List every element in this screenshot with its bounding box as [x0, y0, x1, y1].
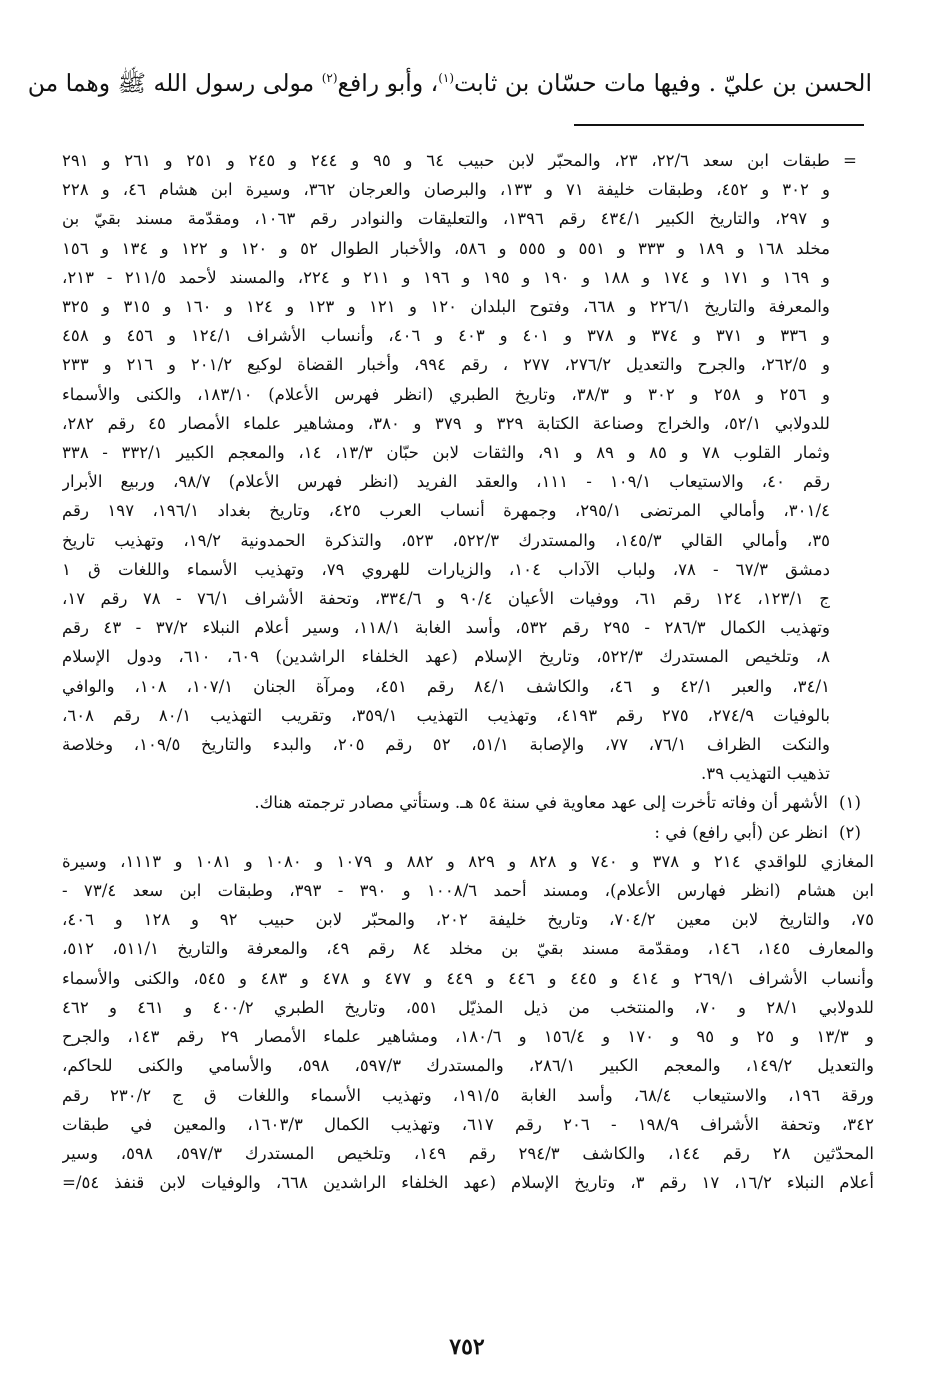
- text-line: ج ١٢٣/١، ١٢٤ رقم ٦١، ووفيات الأعيان ٩٠/٤ و ٣٣٤/٦، وتحفة الأشراف ٧٦/١ - ٧٨ رقم ١٧،: [62, 589, 830, 609]
- text-line: تذهيب التهذيب ٣٩.: [701, 764, 830, 784]
- text-line: الأشهر أن وفاته تأخرت إلى عهد معاوية في سنة ٥٤ هـ. وستأتي مصادر ترجمته هناك.: [254, 793, 828, 813]
- text-line: طبقات ابن سعد ٢٢/٦، ٢٣، والمحبّر لابن حبيب ٦٤ و ٩٥ و ٢٤٤ و ٢٤٥ و ٢٥١ و ٢٦١ و ٢٩١: [62, 151, 830, 170]
- text-line: ورقة ١٩٦، والاستيعاب ٦٨/٤، وأسد الغابة ١٩١/٥، وتهذيب الأسماء واللغات ق ج ٢٣٠/٢ رقم: [62, 1085, 874, 1105]
- text-line: المغازي للواقدي ٢١٤ و ٣٧٨ و ٧٤٠ و ٨٢٨ و ٨٢٩ و ٨٨٢ و ١٠٧٩ و ١٠٨٠ و ١٠٨١ و ١١١٣، وسيرة: [62, 851, 874, 871]
- footnote-continuation: [62, 146, 872, 788]
- text-line: و ٢٥٦ و ٢٥٨ و ٣٠٢ و ٣٨/٣، وتاريخ الطبري (انظر فهرس الأعلام) ١٨٣/١٠، والكنى والأسماء: [62, 384, 830, 404]
- text-line: و ٣٠٢ و ٤٥٢، وطبقات خليفة ٧١ و ١٣٣، والبرصان والعرجان ٣٦٢، وسيرة ابن هشام ٤٦، و ٢٢٨: [62, 180, 830, 200]
- text-line: مخلد ١٦٨ و ١٨٩ و ٣٣٣ و ٥٥١ و ٥٥٥ و ٥٨٦، والأخبار الطوال ٥٢ و ١٢٠ و ١٢٢ و ١٣٤ و ١٥٦: [62, 238, 830, 258]
- text-line: دمشق ٦٧/٣ - ٧٨، ولباب الآداب ١٠٤، والزيارات للهروي ٧٩، وتهذيب الأسماء واللغات ق ١: [62, 559, 830, 579]
- text-line: وأنساب الأشراف ٢٦٩/١ و ٤١٤ و ٤٤٥ و ٤٤٦ و ٤٤٩ و ٤٧٧ و ٤٧٨ و ٤٨٣ و ٥٤٥، والكنى والأسماء: [62, 968, 874, 988]
- main-text-part-1: الحسن بن عليّ . وفيها مات حسّان بن ثابت: [454, 68, 872, 97]
- text-line: والتعديل ١٤٩/٢، والمعجم الكبير ٢٨٦/١، والمستدرك ٥٩٧/٣، ٥٩٨، والأسامي والكنى للحاكم،: [62, 1056, 874, 1076]
- footnote-2-marker: (٢): [839, 822, 861, 842]
- text-line: للدولابي ٥٢/١، والخراج وصناعة الكتابة ٣٢٩ و ٣٧٩ و ٣٨٠، ومشاهير علماء الأمصار ٤٥ رقم ٢٨٢،: [62, 413, 830, 433]
- text-line: و ٢٦٢/٥، والجرح والتعديل ٢٧٦/٢، ٢٧٧ ، رقم ٩٩٤، وأخبار القضاة لوكيع ٢٠١/٢ و ٢١٦ و ٢٣٣: [62, 355, 830, 375]
- text-line: وتهذيب الكمال ٢٨٦/٣ - ٢٩٥ رقم ٥٣٢، وأسد الغابة ١١٨/١، وسير أعلام النبلاء ٣٧/٢ - ٤٣ رقم: [62, 618, 830, 638]
- text-line: رقم ٤٠، والاستيعاب ١٠٩/١ - ١١١، والعقد الفريد (انظر فهرس الأعلام) ٩٨/٧، وربيع الأبرار: [62, 472, 830, 492]
- footnote-1-text: [62, 788, 828, 817]
- continuation-marker: =: [843, 151, 857, 170]
- text-line: للدولابي ٢٨/١ و ٧٠، والمنتخب من ذيل المذيّل ٥٥١، وتاريخ الطبري ٤٠٠/٢ و ٤٦١ و ٤٦٢: [62, 997, 874, 1017]
- text-line: المحدّثين ٢٨ رقم ١٤٤، والكاشف ٢٩٤/٣ رقم ١٤٩، وتلخيص المستدرك ٥٩٧/٣، ٥٩٨، وسير: [62, 1143, 874, 1163]
- footnote-separator-rule: [574, 124, 864, 126]
- main-text-line: [27, 58, 872, 103]
- text-line: ٧٥، والتاريخ لابن معين ٧٠٤/٢، وتاريخ خليفة ٢٠٢، والمحبّر لابن حبيب ٩٢ و ١٢٨ و ٤٠٦،: [62, 910, 874, 930]
- text-line: وثمار القلوب ٧٨ و ٨٥ و ٨٩ و ٩١، والثقات لابن حبّان ١٣/٣، ١٤، والمعجم الكبير ٣٣٢/١ - ٣٣٨: [62, 443, 830, 463]
- text-line: ابن هشام (انظر فهارس الأعلام)، ومسند أحمد ١٠٠٨/٦ و ٣٩٠ - ٣٩٣، وطبقات ابن سعد ٧٣/٤ -: [62, 881, 874, 901]
- text-line: و ٢٩٧، والتاريخ الكبير ٤٣٤/١ رقم ١٣٩٦، والتعليقات والنوادر رقم ١٠٦٣، ومقدّمة مسند بقيّ بن: [62, 209, 830, 229]
- text-line: و ١٦٩ و ١٧١ و ١٧٤ و ١٨٨ و ١٩٠ و ١٩٥ و ١٩٦ و ٢١١ و ٢٢٤، والمسند لأحمد ٢١١/٥ - ٢١٣،: [62, 267, 830, 287]
- main-text-part-3: مولى رسول الله ﷺ وهما من: [27, 68, 322, 97]
- page: [27, 58, 874, 1360]
- page-number: ٧٥٢: [449, 1334, 485, 1360]
- text-line: و ٣٣٦ و ٣٧١ و ٣٧٤ و ٣٧٨ و ٤٠١ و ٤٠٣ و ٤٠٦، وأنساب الأشراف ١٢٤/١ و ٤٥٦ و ٤٥٨: [62, 326, 830, 346]
- footnote-ref-2[interactable]: (٢): [321, 71, 338, 85]
- text-line: والمعارف ١٤٥، ١٤٦، ومقدّمة مسند بقيّ بن مخلد ٨٤ رقم ٤٩، والمعرفة والتاريخ ٥١١/١، ٥١٢،: [62, 939, 874, 959]
- text-line: ٣٤/١، والعبر ٤٢/١ و ٤٦، والكاشف ٨٤/١ رقم ٤٥١، ومرآة الجنان ١٠٧/١، ١٠٨، والوافي: [62, 676, 830, 696]
- text-line: والنكت الظراف ٧٦/١، ٧٧، والإصابة ٥١/١، ٥٢ رقم ٢٠٥، والبدء والتاريخ ١٠٩/٥، وخلاصة: [62, 735, 830, 755]
- text-line: انظر عن (أبي رافع) في :: [654, 822, 828, 842]
- footnote-2-text: [62, 847, 874, 1197]
- footnote-1-marker: (١): [839, 793, 861, 813]
- footnote-1: [62, 788, 872, 817]
- text-line: أعلام النبلاء ١٦/٢، ١٧ رقم ٣، وتاريخ الإسلام (عهد الخلفاء الراشدين ٦٦٨، والوفيات لابن قنفذ ٥٤/=: [62, 1173, 874, 1193]
- footnote-2: [62, 818, 872, 847]
- text-line: ٣٥، وأمالي القالي ١٤٥/٣، والمستدرك ٥٢٢/٣، ٥٢٣، والتذكرة الحمدونية ١٩/٢، وتهذيب تاريخ: [62, 530, 830, 550]
- text-line: ٣٤٢، وتحفة الأشراف ١٩٨/٩ - ٢٠٦ رقم ٦١٧، وتهذيب الكمال ١٦٠٣/٣، والمعين في طبقات: [62, 1114, 874, 1134]
- continuation-text: [62, 146, 830, 788]
- text-line: والمعرفة والتاريخ ٢٢٦/١ و ٦٦٨، وفتوح البلدان ١٢٠ و ١٢١ و ١٢٣ و ١٢٤ و ١٦٠ و ٣١٥ و ٣٢٥: [62, 297, 830, 317]
- text-line: بالوفيات ٢٧٤/٩، ٢٧٥ رقم ٤١٩٣، وتهذيب التهذيب ٣٥٩/١، وتقريب التهذيب ٨٠/١ رقم ٦٠٨،: [62, 705, 830, 725]
- text-line: و ١٣/٣ و ٢٥ و ٩٥ و ١٧٠ و ١٥٦/٤ و ١٨٠/٦، ومشاهير علماء الأمصار ٢٩ رقم ١٤٣، والجرح: [62, 1027, 874, 1047]
- footnote-2-intro: [62, 818, 828, 847]
- footnote-ref-1[interactable]: (١): [438, 71, 455, 85]
- text-line: ٣٠١/٤، وأمالي المرتضى ٢٩٥/١، وجمهرة أنساب العرب ٤٢٥، وتاريخ بغداد ١٩٦/١، ١٩٧ رقم: [62, 501, 830, 521]
- main-text-part-2: ، وأبو رافع: [337, 68, 439, 97]
- text-line: ٨، وتلخيص المستدرك ٥٢٢/٣، وتاريخ الإسلام (عهد الخلفاء الراشدين) ٦٠٩، ٦١٠، ودول الإسلام: [62, 647, 830, 667]
- footnotes: [62, 146, 872, 1197]
